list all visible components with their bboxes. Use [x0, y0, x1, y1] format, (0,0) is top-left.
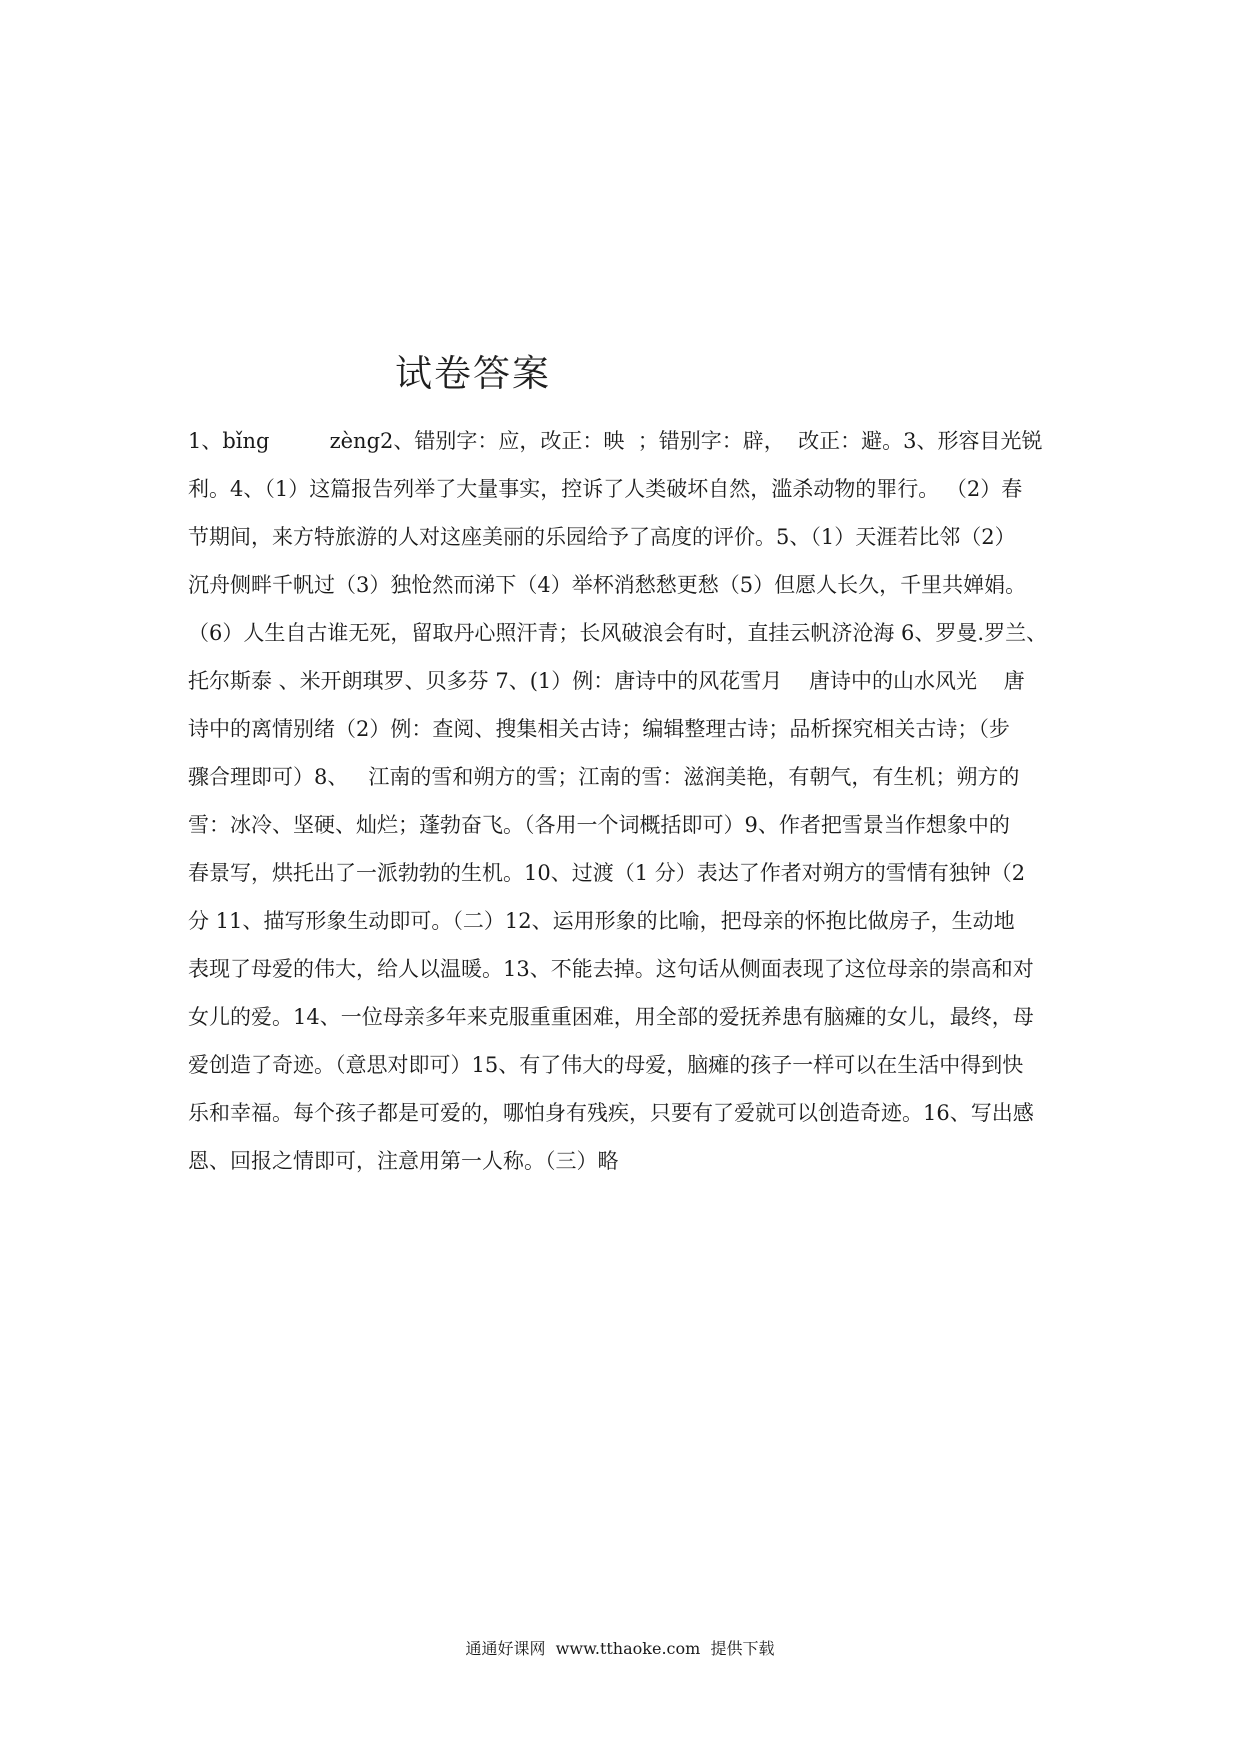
answer-line: 利。4、（1）这篇报告列举了大量事实，控诉了人类破坏自然，滥杀动物的罪行。 （2）春	[188, 477, 1023, 501]
answer-line: 诗中的离情别绪（2）例：查阅、搜集相关古诗；编辑整理古诗；品析探究相关古诗；（步	[188, 717, 1010, 741]
page-footer: 通通好课网 www.tthaoke.com 提供下载	[465, 1639, 775, 1658]
answer-line: 表现了母爱的伟大，给人以温暖。13、不能去掉。这句话从侧面表现了这位母亲的崇高和对	[188, 957, 1034, 981]
answer-line: 1、bǐng zèng2、错别字：应，改正：映 ；错别字：辟， 改正：避。3、形容目光锐	[188, 429, 1043, 453]
answer-line: 沉舟侧畔千帆过（3）独怆然而涕下（4）举杯消愁愁更愁（5）但愿人长久，千里共婵娟。	[188, 573, 1027, 597]
answer-line: 托尔斯泰 、米开朗琪罗、贝多芬 7、(1）例：唐诗中的风花雪月 唐诗中的山水风光 唐	[188, 669, 1025, 693]
answer-line: 雪：冰冷、坚硬、灿烂；蓬勃奋飞。（各用一个词概括即可）9、作者把雪景当作想象中的	[188, 813, 1010, 837]
answer-line: 爱创造了奇迹。（意思对即可）15、有了伟大的母爱，脑瘫的孩子一样可以在生活中得到快	[188, 1053, 1024, 1077]
answer-line: （6）人生自古谁无死，留取丹心照汗青；长风破浪会有时，直挂云帆济沧海 6、罗曼.罗兰、	[188, 621, 1048, 645]
answer-line: 恩、回报之情即可，注意用第一人称。（三）略	[188, 1149, 619, 1173]
answer-line: 春景写，烘托出了一派勃勃的生机。10、过渡（1 分）表达了作者对朔方的雪情有独钟（2	[188, 861, 1026, 885]
answer-line: 节期间，来方特旅游的人对这座美丽的乐园给予了高度的评价。5、（1）天涯若比邻（2）	[188, 525, 1016, 549]
answer-line: 女儿的爱。14、一位母亲多年来克服重重困难，用全部的爱抚养患有脑瘫的女儿，最终，母	[188, 1005, 1034, 1029]
answer-text-block	[188, 417, 1063, 1185]
answer-line: 骤合理即可）8、 江南的雪和朔方的雪；江南的雪：滋润美艳，有朝气，有生机；朔方的	[188, 765, 1020, 789]
answer-line: 乐和幸福。每个孩子都是可爱的，哪怕身有残疾，只要有了爱就可以创造奇迹。16、写出感	[188, 1101, 1034, 1125]
answer-line: 分 11、描写形象生动即可。（二）12、运用形象的比喻，把母亲的怀抱比做房子，生动地	[188, 909, 1015, 933]
document-title: 试卷答案	[395, 352, 551, 395]
